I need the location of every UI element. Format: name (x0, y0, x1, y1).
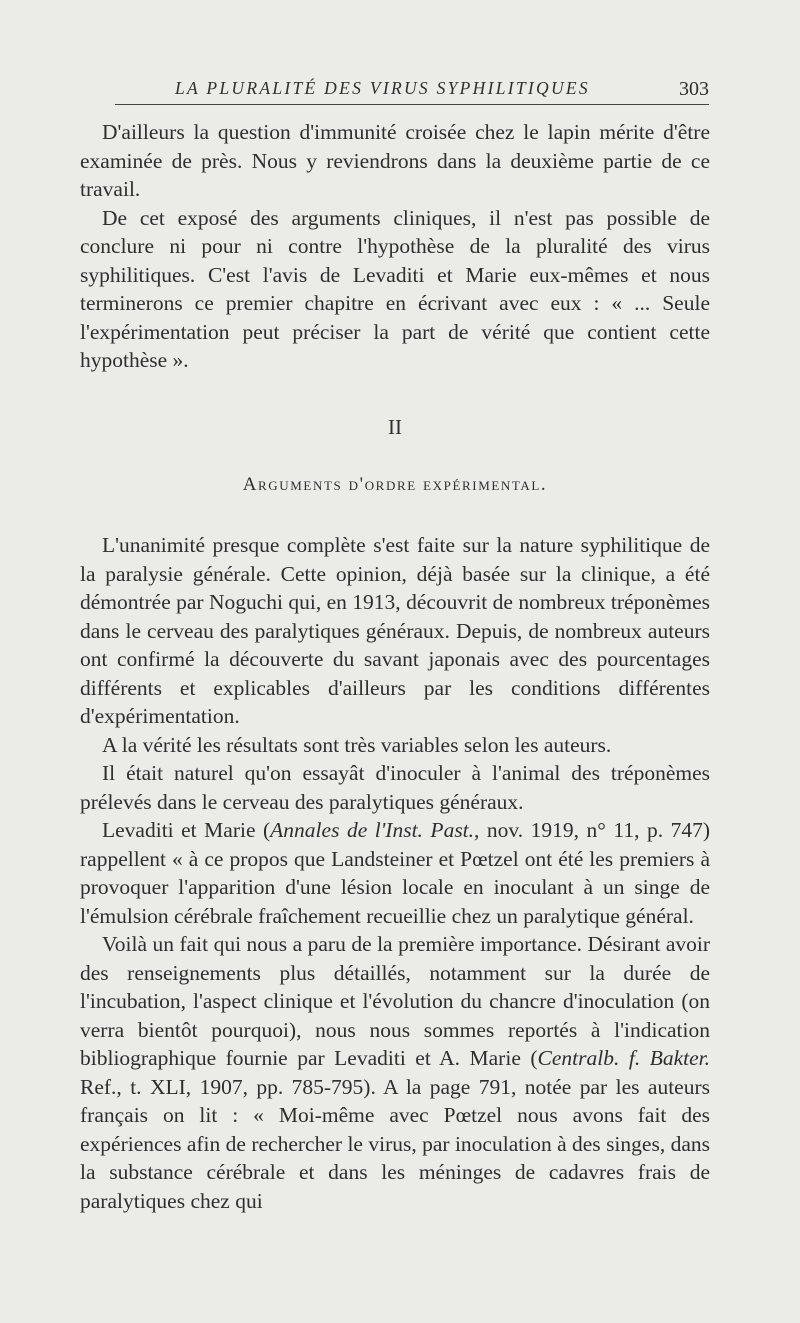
section-heading: Arguments d'ordre expérimental. (242, 473, 548, 495)
page-number: 303 (679, 78, 709, 100)
paragraph: L'unanimité presque complète s'est faite sur la nature syphilitique de la paralysie générale. Cette opinion, déjà basée sur la clinique, a été démontrée par Noguchi qui, en 1913, découvrit de nombreux tréponèmes dans le cerveau des paralytiques généraux. Depuis, de nombreux auteurs ont confirmé la découverte du savant japonais avec des pourcentages différents et explicables d'ailleurs par les conditions différentes d'expérimentation. (80, 533, 710, 728)
paragraph: De cet exposé des arguments cliniques, il n'est pas possible de conclure ni pour ni contre l'hypothèse de la pluralité des virus syphilitiques. C'est l'avis de Levaditi et Marie eux-mêmes et nous terminerons ce premier chapitre en écrivant avec eux : « ... Seule l'expérimentation peut préciser la part de vérité que contient cette hypothèse ». (80, 205, 710, 372)
paragraph (80, 930, 710, 1215)
text-run: Voilà un fait qui nous a paru de la première importance. Désirant avoir des renseignements plus détaillés, notamment sur la durée de l'incubation, l'aspect clinique et l'évolution du chancre d'inoculation (on verra bientôt pourquoi), nous nous sommes reportés à l'indication bibliographique fournie par Levaditi et A. Marie ( (80, 932, 710, 1070)
paragraph: A la vérité les résultats sont très variables selon les auteurs. (102, 732, 612, 757)
header-rule (115, 104, 709, 105)
journal-citation: Centralb. f. Bakter. (537, 1046, 710, 1070)
paragraph: D'ailleurs la question d'immunité croisée chez le lapin mérite d'être examinée de près. Nous y reviendrons dans la deuxième partie de ce travail. (80, 120, 710, 201)
text-run: , nov. 1919, n° 11, p. 747) rappellent « à ce propos que Landsteiner et Pœtzel ont été les premiers à provoquer l'apparition d'une lésion locale en inoculant à un singe de l'émulsion cérébrale fraîchement recueillie chez un paralytique général. (80, 818, 711, 928)
paragraph: Il était naturel qu'on essayât d'inoculer à l'animal des tréponèmes prélevés dans le cerveau des paralytiques généraux. (80, 761, 710, 814)
section-number: II (388, 414, 402, 439)
text-run: Ref., t. XLI, 1907, pp. 785-795). A la page 791, notée par les auteurs français on lit : « Moi-même avec Pœtzel nous avons fait des expériences afin de rechercher le virus, par inoculation à des singes, dans la substance cérébrale et dans les méninges de cadavres frais de paralytiques chez qui (80, 1074, 710, 1213)
running-title: LA PLURALITÉ DES VIRUS SYPHILITIQUES (175, 78, 590, 98)
journal-citation: Annales de l'Inst. Past. (270, 818, 475, 842)
text-run: Levaditi et Marie ( (102, 818, 271, 842)
body-text (80, 118, 710, 1215)
paragraph (80, 816, 710, 930)
running-head (115, 74, 709, 108)
